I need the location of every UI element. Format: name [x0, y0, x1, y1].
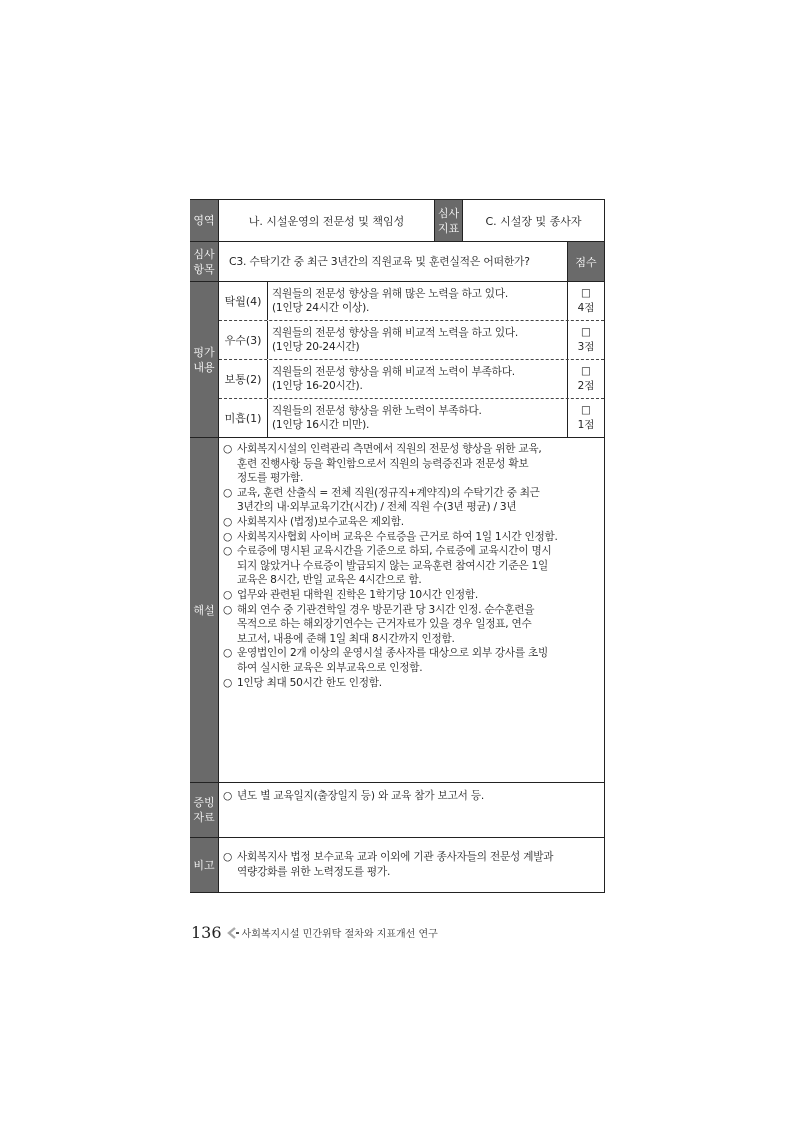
running-title: 사회복지시설 민간위탁 절차와 지표개선 연구 — [241, 929, 438, 940]
expl-line: 되지 않았거나 수료증이 발급되지 않는 교육훈련 참여시간 기준은 1일 — [237, 559, 548, 572]
score-label: 점수 — [567, 242, 604, 281]
expl-line: 1인당 최대 50시간 한도 인정함. — [237, 676, 382, 689]
expl-label: 해설 — [190, 438, 218, 782]
expl-line: 사회복지사 (법정)보수교육은 제외함. — [237, 515, 404, 528]
level-desc-line: 직원들의 전문성 향상을 위한 노력이 부족하다. — [272, 405, 482, 417]
list-item — [223, 530, 600, 545]
level-desc-line: (1인당 24시간 이상). — [272, 302, 370, 314]
page-number: 136 — [191, 923, 222, 942]
expl-line: 보고서, 내용에 준해 1일 최대 8시간까지 인정함. — [237, 632, 455, 645]
list-item — [223, 442, 600, 486]
list-item — [223, 676, 600, 691]
note-row — [190, 837, 604, 892]
area-row — [190, 200, 604, 241]
bullet-icon: ○ — [223, 790, 233, 802]
chevron-left-icon — [226, 926, 240, 940]
explanation-row — [190, 437, 604, 782]
expl-line: 해외 연수 중 기관견학일 경우 방문기관 당 3시간 인정. 순수훈련을 — [237, 603, 535, 616]
note-line: 사회복지사 법정 보수교육 교과 이외에 기관 종사자들의 전문성 계발과 — [237, 851, 554, 864]
evaluation-table — [190, 199, 605, 893]
expl-line: 목적으로 하는 해외장기연수는 근거자료가 있을 경우 일정표, 연수 — [237, 618, 532, 631]
expl-line: 훈련 진행사항 등을 확인함으로서 직원의 능력증진과 전문성 확보 — [237, 457, 529, 470]
expl-line: 사회복지사협회 사이버 교육은 수료증을 근거로 하여 1일 1시간 인정함. — [237, 530, 558, 543]
level-name: 우수(3) — [224, 334, 262, 347]
note-content — [218, 838, 604, 892]
bullet-icon: ○ — [223, 530, 232, 543]
page-footer — [191, 923, 438, 942]
level-score — [567, 360, 604, 398]
indicator-value: C. 시설장 및 종사자 — [462, 200, 604, 241]
note-line: 역량강화를 위한 노력정도를 평가. — [237, 866, 391, 878]
level-row — [219, 398, 604, 437]
item-label: 심사 항목 — [190, 242, 218, 281]
levels-list — [218, 282, 604, 437]
level-name: 미흡(1) — [224, 412, 262, 425]
level-description — [267, 399, 567, 437]
area-value: 나. 시설운영의 전문성 및 책임성 — [218, 200, 434, 241]
level-desc-line: 직원들의 전문성 향상을 위해 많은 노력을 하고 있다. — [272, 288, 509, 300]
expl-line: 수료증에 명시된 교육시간을 기준으로 하되, 수료증에 교육시간이 명시 — [237, 545, 552, 558]
level-description — [267, 360, 567, 398]
score-value: 4점 — [577, 302, 595, 314]
score-value: 1점 — [577, 419, 595, 431]
level-name: 탁월(4) — [224, 295, 262, 308]
level-score — [567, 282, 604, 320]
list-item — [223, 646, 600, 675]
bullet-icon: ○ — [223, 851, 233, 863]
list-item — [223, 588, 600, 603]
level-name: 보통(2) — [224, 373, 262, 386]
level-desc-line: (1인당 20-24시간) — [272, 341, 360, 353]
checkbox-icon[interactable]: □ — [581, 365, 591, 377]
evidence-label: 증빙 자료 — [190, 783, 218, 837]
checkbox-icon[interactable]: □ — [581, 287, 591, 299]
expl-line: 운영법인이 2개 이상의 운영시설 종사자를 대상으로 외부 강사를 초빙 — [237, 647, 548, 660]
evidence-text: 년도 별 교육일지(출장일지 등) 와 교육 참가 보고서 등. — [237, 790, 485, 802]
expl-line: 사회복지시설의 인력관리 측면에서 직원의 전문성 향상을 위한 교육, — [237, 443, 542, 455]
bullet-icon: ○ — [223, 486, 232, 499]
level-row — [219, 282, 604, 320]
level-description — [267, 321, 567, 359]
bullet-icon: ○ — [223, 545, 232, 558]
area-label: 영역 — [190, 200, 218, 241]
level-description — [267, 282, 567, 320]
bullet-icon: ○ — [223, 515, 232, 528]
list-item — [223, 544, 600, 588]
bullet-icon: ○ — [223, 603, 232, 616]
level-desc-line: 직원들의 전문성 향상을 위해 비교적 노력을 하고 있다. — [272, 327, 519, 339]
expl-line: 3년간의 내·외부교육기간(시간) / 전체 직원 수(3년 평균) / 3년 — [237, 501, 517, 514]
indicator-label: 심사 지표 — [434, 200, 462, 241]
expl-line: 정도를 평가함. — [237, 472, 304, 485]
level-desc-line: 직원들의 전문성 향상을 위해 비교적 노력이 부족하다. — [272, 366, 515, 378]
expl-line: 업무와 관련된 대학원 진학은 1학기당 10시간 인정함. — [237, 588, 478, 601]
item-row — [190, 241, 604, 281]
eval-label: 평가 내용 — [190, 282, 218, 437]
bullet-icon: ○ — [223, 676, 232, 689]
bullet-icon: ○ — [223, 588, 232, 601]
question-text: C3. 수탁기간 중 최근 3년간의 직원교육 및 훈련실적은 어떠한가? — [218, 242, 567, 281]
level-desc-line: (1인당 16시간 미만). — [272, 419, 370, 431]
level-score — [567, 399, 604, 437]
level-row — [219, 320, 604, 359]
evaluation-row — [190, 281, 604, 437]
evidence-row — [190, 782, 604, 837]
expl-line: 교육은 8시간, 반일 교육은 4시간으로 함. — [237, 574, 422, 587]
list-item — [223, 603, 600, 647]
checkbox-icon[interactable]: □ — [581, 326, 591, 338]
bullet-icon: ○ — [223, 647, 232, 660]
expl-line: 교육, 훈련 산출식 = 전체 직원(정규직+계약직)의 수탁기간 중 최근 — [237, 486, 540, 499]
level-score — [567, 321, 604, 359]
list-item — [223, 486, 600, 515]
note-label: 비고 — [190, 838, 218, 892]
expl-line: 하여 실시한 교육은 외부교육으로 인정함. — [237, 661, 423, 674]
checkbox-icon[interactable]: □ — [581, 404, 591, 416]
score-value: 2점 — [577, 380, 595, 392]
evidence-content — [218, 783, 604, 837]
explanation-list — [218, 438, 604, 782]
level-desc-line: (1인당 16-20시간). — [272, 380, 363, 392]
list-item — [223, 515, 600, 530]
bullet-icon: ○ — [223, 443, 232, 455]
score-value: 3점 — [577, 341, 595, 353]
level-row — [219, 359, 604, 398]
